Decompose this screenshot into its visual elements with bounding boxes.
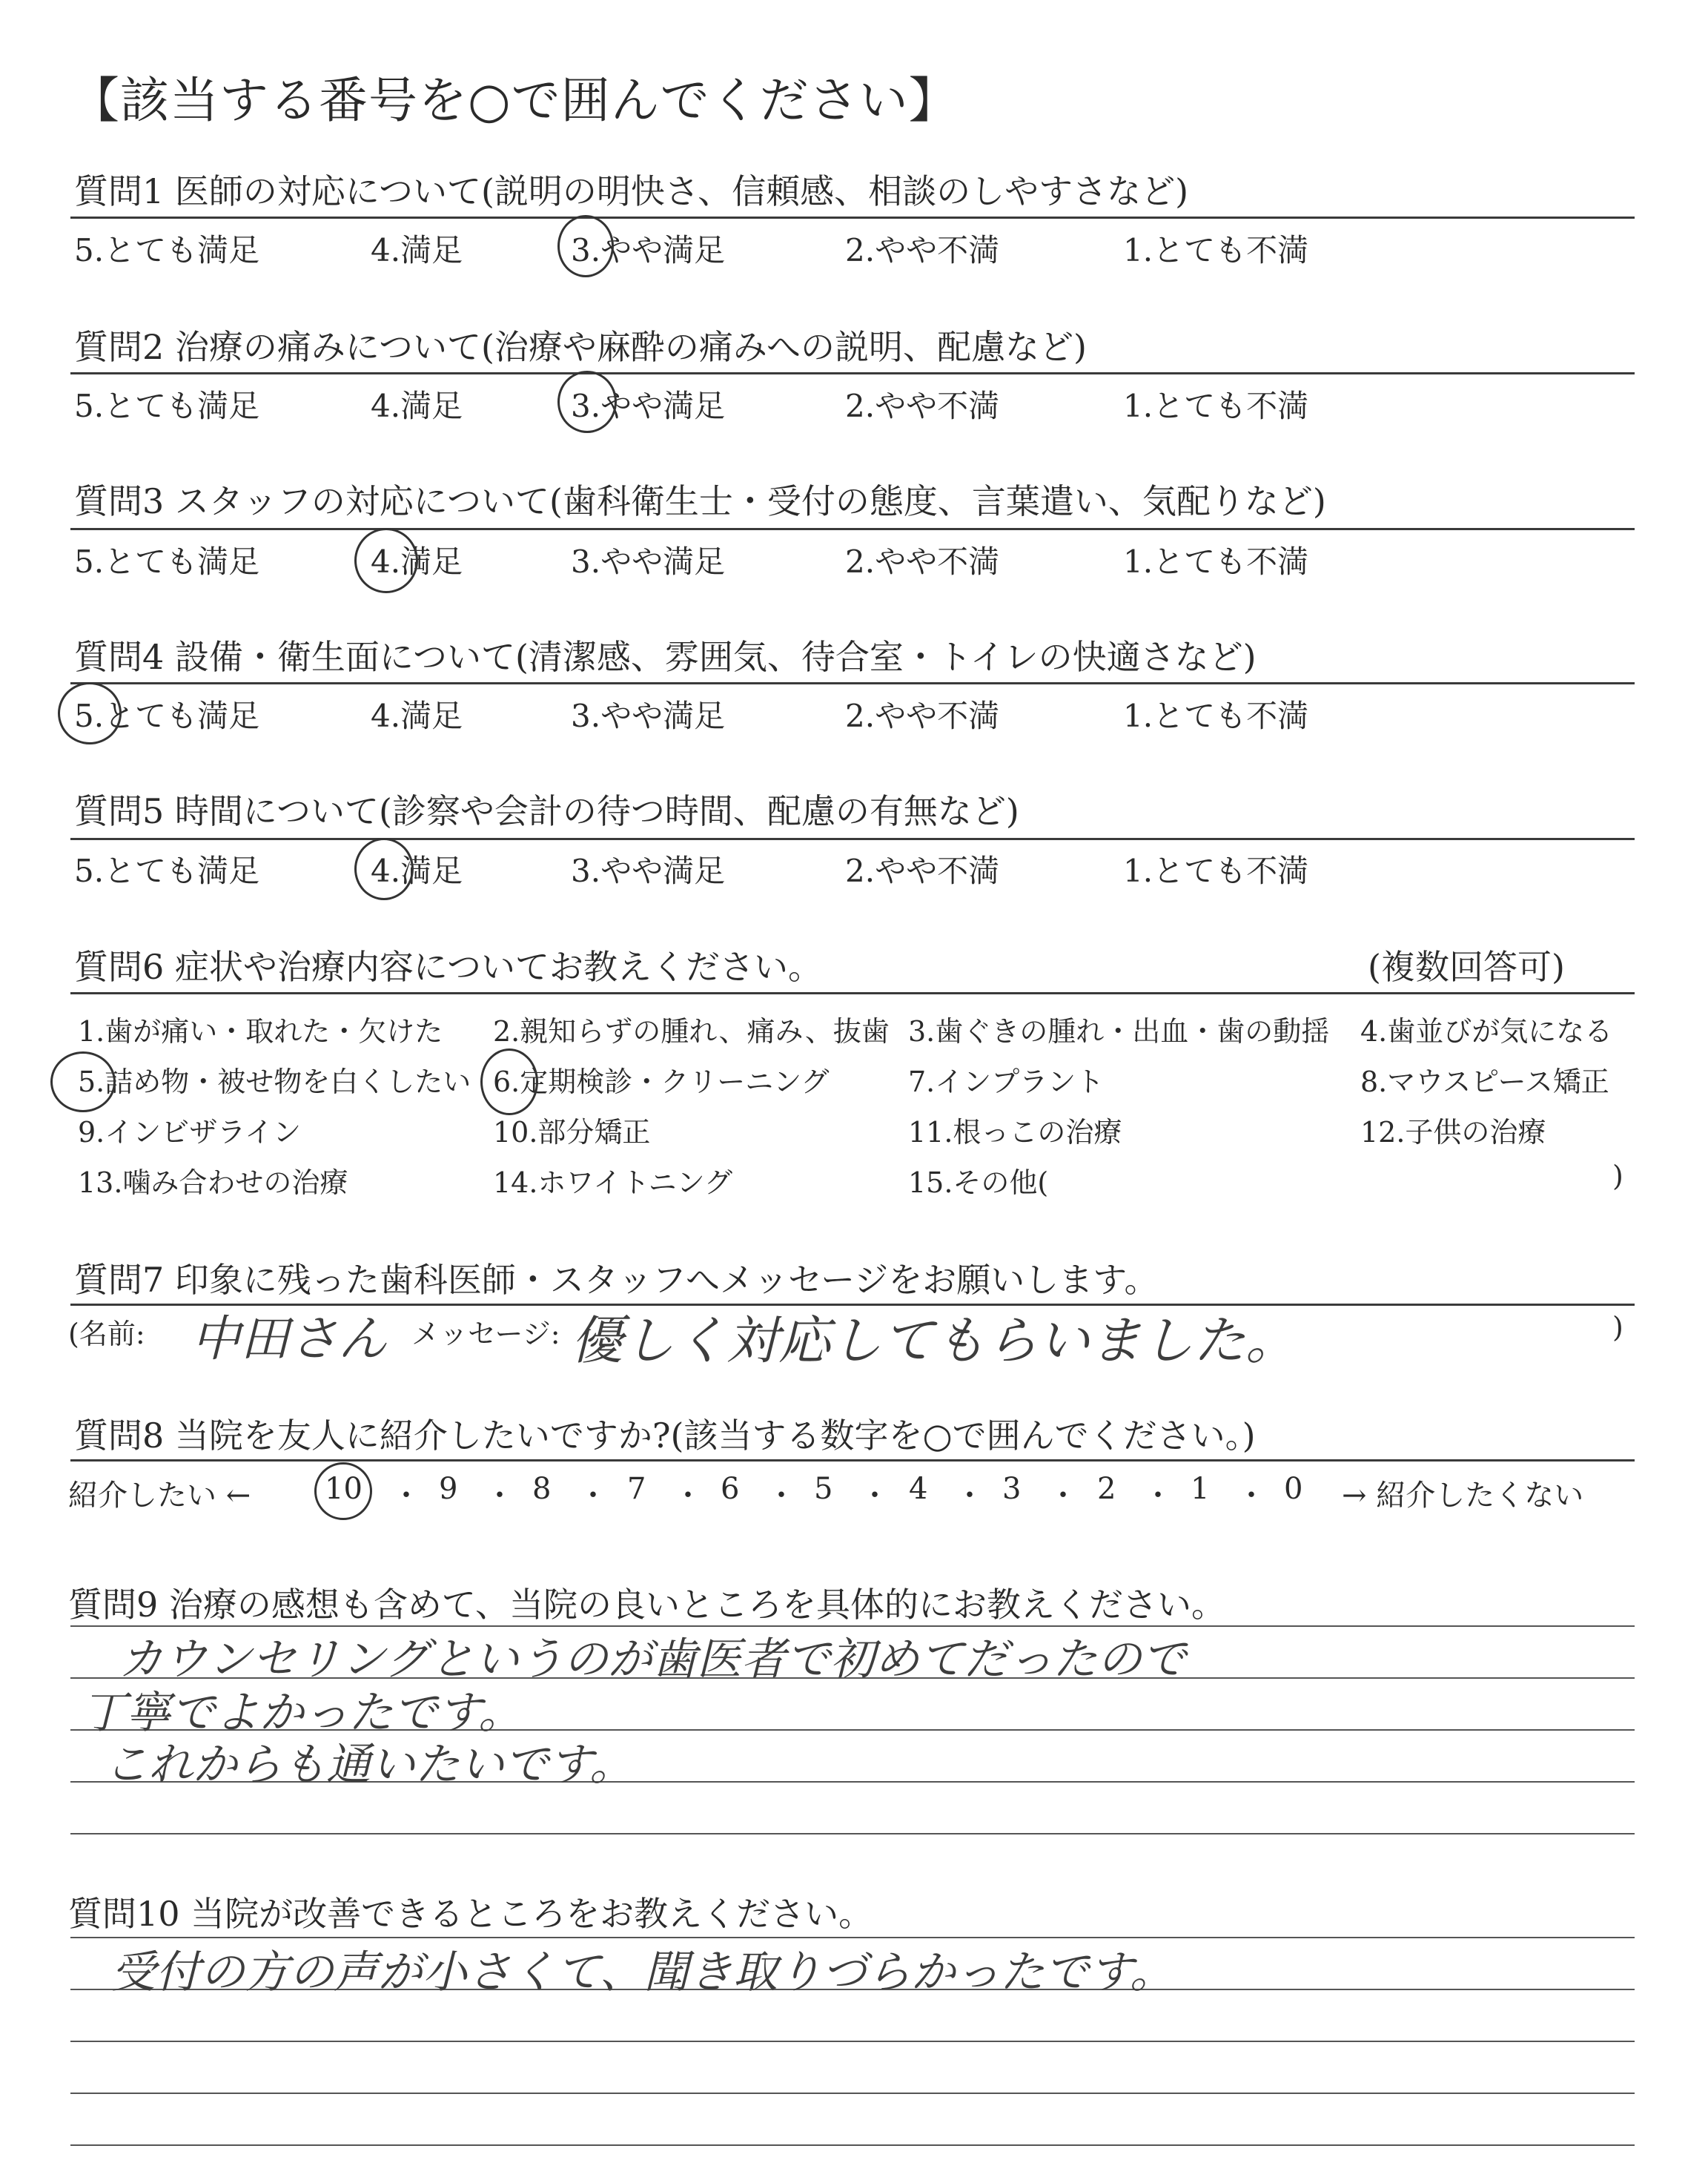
q8-separator: ・ bbox=[1143, 1479, 1173, 1513]
q6-item-14[interactable]: 14.ホワイトニング bbox=[493, 1166, 733, 1199]
question-6-note: (複数回答可) bbox=[1368, 947, 1565, 987]
q8-option-0[interactable]: 0 bbox=[1284, 1472, 1303, 1506]
q3-option-5[interactable]: 5.とても満足 bbox=[74, 544, 260, 580]
q1-option-2[interactable]: 2.やや不満 bbox=[845, 232, 1000, 268]
q8-separator: ・ bbox=[767, 1479, 796, 1513]
q10-answer-line-3 bbox=[70, 2041, 1635, 2042]
q3-option-1[interactable]: 1.とても不満 bbox=[1123, 544, 1309, 580]
q2-option-1[interactable]: 1.とても不満 bbox=[1123, 388, 1309, 424]
q6-selection-circle-6 bbox=[480, 1048, 538, 1115]
q10-answer-line-4 bbox=[70, 2093, 1635, 2094]
question-1-rule bbox=[70, 217, 1635, 219]
q1-option-3[interactable]: 3.やや満足 bbox=[571, 232, 726, 268]
q8-left-label: 紹介したい ← bbox=[68, 1479, 251, 1513]
question-3-rule bbox=[70, 528, 1635, 530]
q6-item-15[interactable]: 15.その他( bbox=[908, 1166, 1049, 1199]
q1-option-1[interactable]: 1.とても不満 bbox=[1123, 232, 1309, 268]
q4-option-3[interactable]: 3.やや満足 bbox=[571, 698, 726, 734]
question-1-heading: 質問1 医師の対応について(説明の明快さ、信頼感、相談のしやすさなど) bbox=[74, 171, 1189, 211]
question-6-rule bbox=[70, 992, 1635, 994]
question-4-heading: 質問4 設備・衛生面について(清潔感、雰囲気、待合室・トイレの快適さなど) bbox=[74, 637, 1257, 677]
q9-answer-text-2[interactable]: 丁寧でよかったです。 bbox=[82, 1687, 523, 1739]
q1-option-4[interactable]: 4.満足 bbox=[371, 232, 463, 268]
q2-option-5[interactable]: 5.とても満足 bbox=[74, 388, 260, 424]
q6-item-15-close: ) bbox=[1612, 1160, 1623, 1192]
question-10-heading: 質問10 当院が改善できるところをお教えください。 bbox=[68, 1894, 873, 1934]
question-5-heading: 質問5 時間について(診察や会計の待つ時間、配慮の有無など) bbox=[74, 791, 1019, 831]
q10-answer-text-1[interactable]: 受付の方の声が小さくて、聞き取りづらかったです。 bbox=[111, 1946, 1174, 1998]
q3-option-2[interactable]: 2.やや不満 bbox=[845, 544, 1000, 580]
q9-answer-text-3[interactable]: これからも通いたいです。 bbox=[104, 1739, 635, 1791]
q8-option-10[interactable]: 10 bbox=[325, 1472, 363, 1506]
q8-selection-circle bbox=[314, 1462, 372, 1520]
question-3-heading: 質問3 スタッフの対応について(歯科衛生士・受付の態度、言葉遣い、気配りなど) bbox=[74, 481, 1326, 521]
q7-name-value[interactable]: 中田さん bbox=[191, 1310, 387, 1367]
q4-option-1[interactable]: 1.とても不満 bbox=[1123, 698, 1309, 734]
q7-message-value[interactable]: 優しく対応してもらいました。 bbox=[571, 1310, 1297, 1371]
q8-separator: ・ bbox=[1237, 1479, 1266, 1513]
q1-option-5[interactable]: 5.とても満足 bbox=[74, 232, 260, 268]
q5-option-4[interactable]: 4.満足 bbox=[371, 853, 463, 889]
q6-item-10[interactable]: 10.部分矯正 bbox=[493, 1116, 651, 1149]
q6-item-6[interactable]: 6.定期検診・クリーニング bbox=[493, 1066, 830, 1098]
q6-item-13[interactable]: 13.噛み合わせの治療 bbox=[78, 1166, 348, 1199]
question-5-rule bbox=[70, 838, 1635, 840]
q8-option-8[interactable]: 8 bbox=[532, 1472, 552, 1506]
question-8-heading: 質問8 当院を友人に紹介したいですか?(該当する数字を○で囲んでください。) bbox=[74, 1416, 1256, 1456]
q5-option-5[interactable]: 5.とても満足 bbox=[74, 853, 260, 889]
q8-option-5[interactable]: 5 bbox=[814, 1472, 833, 1506]
q4-option-4[interactable]: 4.満足 bbox=[371, 698, 463, 734]
q8-right-label: → 紹介したくない bbox=[1342, 1479, 1584, 1513]
q8-separator: ・ bbox=[673, 1479, 703, 1513]
q8-separator: ・ bbox=[578, 1479, 608, 1513]
q8-separator: ・ bbox=[485, 1479, 514, 1513]
q2-option-3[interactable]: 3.やや満足 bbox=[571, 388, 726, 424]
q6-item-1[interactable]: 1.歯が痛い・取れた・欠けた bbox=[78, 1015, 443, 1048]
q6-item-4[interactable]: 4.歯並びが気になる bbox=[1360, 1015, 1613, 1048]
q8-separator: ・ bbox=[1048, 1479, 1078, 1513]
q9-answer-text-1[interactable]: カウンセリングというのが歯医者で初めてだったので bbox=[119, 1634, 1186, 1685]
q2-option-4[interactable]: 4.満足 bbox=[371, 388, 463, 424]
q6-selection-circle-5 bbox=[50, 1051, 116, 1112]
q3-option-4[interactable]: 4.満足 bbox=[371, 544, 463, 580]
q4-option-2[interactable]: 2.やや不満 bbox=[845, 698, 1000, 734]
question-2-heading: 質問2 治療の痛みについて(治療や麻酔の痛みへの説明、配慮など) bbox=[74, 327, 1087, 367]
q5-selection-circle bbox=[354, 838, 414, 900]
q4-selection-circle bbox=[58, 682, 122, 744]
q5-option-1[interactable]: 1.とても不満 bbox=[1123, 853, 1309, 889]
q6-item-12[interactable]: 12.子供の治療 bbox=[1360, 1116, 1546, 1149]
q6-item-8[interactable]: 8.マウスピース矯正 bbox=[1360, 1066, 1609, 1098]
q8-separator: ・ bbox=[955, 1479, 984, 1513]
question-9-heading: 質問9 治療の感想も含めて、当院の良いところを具体的にお教えください。 bbox=[68, 1585, 1225, 1625]
question-6-heading: 質問6 症状や治療内容についてお教えください。 bbox=[74, 947, 822, 987]
q6-item-11[interactable]: 11.根っこの治療 bbox=[908, 1116, 1122, 1149]
q5-option-3[interactable]: 3.やや満足 bbox=[571, 853, 726, 889]
q9-answer-line-5 bbox=[70, 1833, 1635, 1834]
q8-option-3[interactable]: 3 bbox=[1002, 1472, 1022, 1506]
q8-option-6[interactable]: 6 bbox=[721, 1472, 740, 1506]
question-4-rule bbox=[70, 682, 1635, 684]
q6-item-7[interactable]: 7.インプラント bbox=[908, 1066, 1105, 1098]
q5-option-2[interactable]: 2.やや不満 bbox=[845, 853, 1000, 889]
q6-item-3[interactable]: 3.歯ぐきの腫れ・出血・歯の動揺 bbox=[908, 1015, 1330, 1048]
q6-item-2[interactable]: 2.親知らずの腫れ、痛み、抜歯 bbox=[493, 1015, 890, 1048]
q7-message-label: メッセージ: bbox=[411, 1318, 560, 1350]
q4-option-5[interactable]: 5.とても満足 bbox=[74, 698, 260, 734]
q3-option-3[interactable]: 3.やや満足 bbox=[571, 544, 726, 580]
q7-name-label: (名前: bbox=[68, 1318, 145, 1350]
q7-close-paren: ) bbox=[1612, 1311, 1623, 1344]
page-title: 【該当する番号を○で囲んでください】 bbox=[70, 72, 959, 129]
q8-separator: ・ bbox=[391, 1479, 421, 1513]
q8-option-2[interactable]: 2 bbox=[1097, 1472, 1116, 1506]
q3-selection-circle bbox=[354, 528, 418, 593]
q8-option-4[interactable]: 4 bbox=[909, 1472, 928, 1506]
q10-answer-line-5 bbox=[70, 2144, 1635, 2146]
question-7-heading: 質問7 印象に残った歯科医師・スタッフへメッセージをお願いします。 bbox=[74, 1260, 1159, 1300]
q1-selection-circle bbox=[557, 215, 614, 277]
q2-selection-circle bbox=[557, 371, 617, 433]
q6-item-5[interactable]: 5.詰め物・被せ物を白くしたい bbox=[78, 1066, 471, 1098]
q8-option-7[interactable]: 7 bbox=[627, 1472, 646, 1506]
question-2-rule bbox=[70, 372, 1635, 374]
q6-item-9[interactable]: 9.インビザライン bbox=[78, 1116, 302, 1149]
q8-option-9[interactable]: 9 bbox=[439, 1472, 458, 1506]
q2-option-2[interactable]: 2.やや不満 bbox=[845, 388, 1000, 424]
q8-option-1[interactable]: 1 bbox=[1191, 1472, 1210, 1506]
q8-separator: ・ bbox=[860, 1479, 890, 1513]
question-8-rule bbox=[70, 1459, 1635, 1462]
